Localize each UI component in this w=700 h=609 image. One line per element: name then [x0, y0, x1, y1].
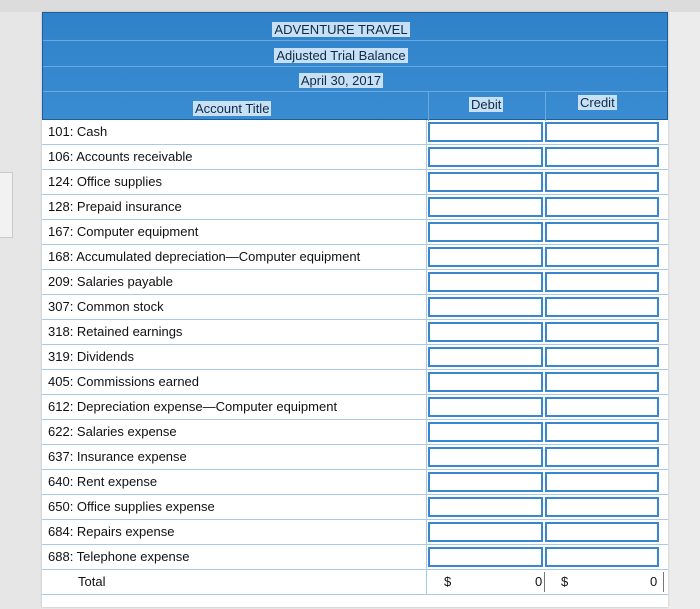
credit-input[interactable] [545, 122, 659, 142]
account-title: 209: Salaries payable [42, 270, 427, 294]
debit-header-text: Debit [471, 97, 502, 112]
table-row [42, 445, 668, 470]
table-row [42, 420, 668, 445]
debit-input[interactable] [428, 422, 543, 442]
debit-input[interactable] [428, 122, 543, 142]
total-debit-symbol: $ [444, 574, 452, 589]
credit-input[interactable] [545, 222, 659, 242]
left-margin [0, 12, 42, 609]
table-row [42, 320, 668, 345]
account-title: 318: Retained earnings [42, 320, 427, 344]
account-title: 128: Prepaid insurance [42, 195, 427, 219]
credit-input[interactable] [545, 197, 659, 217]
table-row [42, 395, 668, 420]
table-row [42, 120, 668, 145]
debit-header [469, 97, 503, 112]
total-debit-value: 0 [535, 574, 543, 589]
header-divider [43, 91, 667, 92]
table-row [42, 195, 668, 220]
statement-date [29, 73, 653, 88]
debit-input[interactable] [428, 297, 543, 317]
debit-input[interactable] [428, 247, 543, 267]
account-title: 319: Dividends [42, 345, 427, 369]
credit-input[interactable] [545, 422, 659, 442]
account-title: 167: Computer equipment [42, 220, 427, 244]
table-row [42, 170, 668, 195]
account-title: 405: Commissions earned [42, 370, 427, 394]
credit-input[interactable] [545, 247, 659, 267]
debit-input[interactable] [428, 522, 543, 542]
credit-input[interactable] [545, 322, 659, 342]
credit-input[interactable] [545, 272, 659, 292]
credit-input[interactable] [545, 447, 659, 467]
account-title: 637: Insurance expense [42, 445, 427, 469]
statement-name [29, 48, 653, 63]
debit-input[interactable] [428, 397, 543, 417]
table-row [42, 295, 668, 320]
statement-header [42, 12, 668, 120]
credit-header [578, 95, 617, 110]
account-rows [42, 120, 668, 595]
company-name [29, 22, 653, 37]
credit-input[interactable] [545, 547, 659, 567]
credit-header-text: Credit [580, 95, 615, 110]
top-strip [0, 0, 700, 12]
debit-input[interactable] [428, 547, 543, 567]
account-title-header [193, 101, 271, 116]
credit-input[interactable] [545, 497, 659, 517]
account-title-text: Account Title [195, 101, 270, 116]
account-title: 307: Common stock [42, 295, 427, 319]
table-row [42, 145, 668, 170]
debit-input[interactable] [428, 197, 543, 217]
account-title: 101: Cash [42, 120, 427, 144]
debit-input[interactable] [428, 347, 543, 367]
credit-input[interactable] [545, 297, 659, 317]
left-notch [0, 172, 13, 238]
table-row [42, 345, 668, 370]
table-row [42, 270, 668, 295]
account-title: 168: Accumulated depreciation—Computer equipment [42, 245, 427, 269]
total-credit-symbol: $ [561, 574, 569, 589]
debit-input[interactable] [428, 147, 543, 167]
credit-input[interactable] [545, 147, 659, 167]
total-label: Total [42, 570, 427, 594]
credit-input[interactable] [545, 347, 659, 367]
debit-input[interactable] [428, 472, 543, 492]
table-row [42, 220, 668, 245]
credit-input[interactable] [545, 372, 659, 392]
right-margin [668, 12, 700, 609]
account-title: 622: Salaries expense [42, 420, 427, 444]
debit-input[interactable] [428, 372, 543, 392]
table-row [42, 520, 668, 545]
debit-input[interactable] [428, 172, 543, 192]
table-row [42, 470, 668, 495]
statement-date-text: April 30, 2017 [300, 73, 382, 88]
account-title: 688: Telephone expense [42, 545, 427, 569]
table-row [42, 545, 668, 570]
account-title: 612: Depreciation expense—Computer equipment [42, 395, 427, 419]
trial-balance-sheet [42, 12, 668, 607]
credit-input[interactable] [545, 472, 659, 492]
account-title: 640: Rent expense [42, 470, 427, 494]
total-credit-value: 0 [650, 574, 658, 589]
debit-input[interactable] [428, 222, 543, 242]
account-title: 106: Accounts receivable [42, 145, 427, 169]
credit-input[interactable] [545, 397, 659, 417]
table-row [42, 495, 668, 520]
account-title: 124: Office supplies [42, 170, 427, 194]
debit-input[interactable] [428, 272, 543, 292]
credit-input[interactable] [545, 522, 659, 542]
table-row [42, 245, 668, 270]
total-row [42, 570, 668, 595]
statement-name-text: Adjusted Trial Balance [276, 48, 406, 63]
debit-input[interactable] [428, 497, 543, 517]
header-divider [43, 66, 667, 67]
account-title: 650: Office supplies expense [42, 495, 427, 519]
credit-input[interactable] [545, 172, 659, 192]
header-col-divider [545, 91, 546, 121]
header-col-divider [428, 91, 429, 121]
header-divider [43, 40, 667, 41]
account-title: 684: Repairs expense [42, 520, 427, 544]
debit-input[interactable] [428, 447, 543, 467]
debit-input[interactable] [428, 322, 543, 342]
company-name-text: ADVENTURE TRAVEL [274, 22, 408, 37]
table-row [42, 370, 668, 395]
